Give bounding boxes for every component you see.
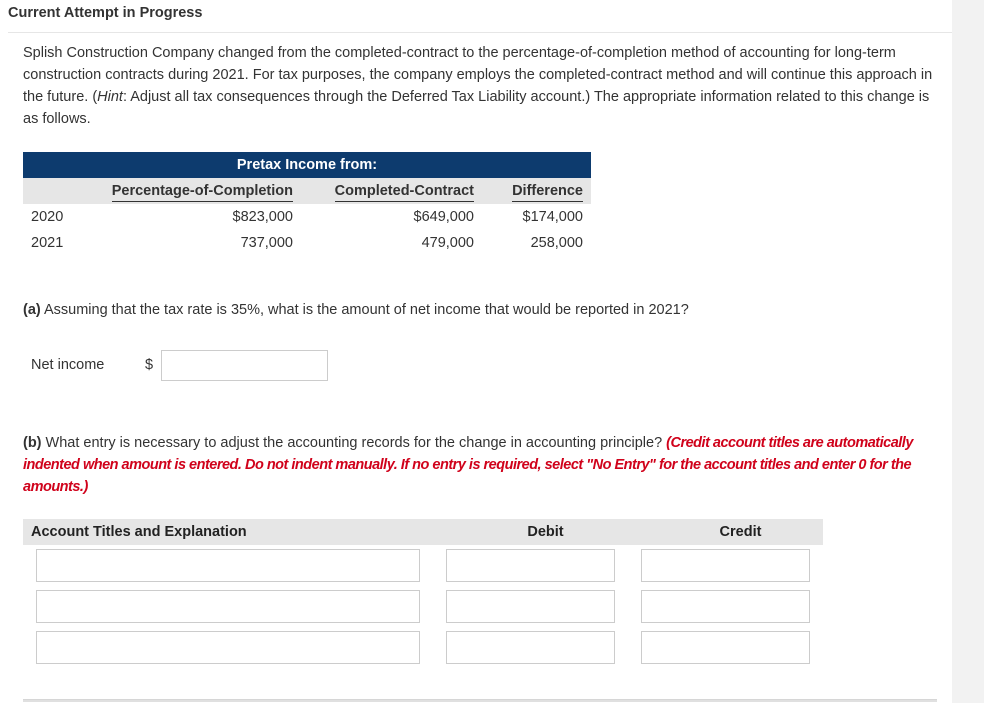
table-title: Pretax Income from:	[23, 152, 591, 178]
row-completed-value: $649,000	[413, 209, 474, 225]
part-b-label: (b)	[23, 435, 42, 451]
credit-input[interactable]	[641, 590, 810, 623]
intro-text-2: : Adjust all tax consequences through the Deferred Tax Liability account.) The appropriate information related to this change is as follows.	[23, 89, 930, 127]
hint-label: Hint	[97, 89, 123, 105]
row-completed-value: 479,000	[421, 235, 474, 251]
row-difference-value: $174,000	[522, 209, 583, 225]
row-year: 2020	[31, 209, 64, 225]
part-b-question	[23, 432, 943, 498]
problem-intro	[23, 42, 938, 130]
credit-input[interactable]	[641, 631, 810, 664]
question-panel	[8, 0, 952, 703]
header-percentage-of-completion: Percentage-of-Completion	[112, 178, 293, 202]
row-difference-value: 258,000	[530, 235, 583, 251]
table-row	[23, 204, 591, 230]
header-completed-contract: Completed-Contract	[335, 178, 474, 202]
header-divider	[8, 32, 952, 33]
account-title-input[interactable]	[36, 549, 420, 582]
debit-input[interactable]	[446, 549, 615, 582]
attempt-status-title: Current Attempt in Progress	[8, 5, 203, 21]
currency-symbol: $	[145, 357, 154, 373]
intro-text-1: Splish Construction Company changed from the completed-contract to the percentage-of-completion method of accounting for long-term construction contracts during 2021. For tax purposes, the company employs the completed-contract method and will continue this approach in the future. (	[23, 45, 933, 105]
debit-header: Debit	[527, 524, 564, 540]
account-title-input[interactable]	[36, 590, 420, 623]
row-percentage-value: $823,000	[232, 209, 293, 225]
pretax-income-table	[23, 152, 591, 256]
part-b-instruction: (Credit account titles are automatically indented when amount is entered. Do not indent manually. If no entry is required, select "No Entry" for the account titles and enter 0 for the amounts.)	[23, 435, 913, 495]
table-row	[23, 230, 591, 256]
part-a-label: (a)	[23, 302, 41, 318]
account-titles-header: Account Titles and Explanation	[31, 524, 247, 540]
debit-input[interactable]	[446, 631, 615, 664]
part-a-question	[23, 302, 689, 318]
net-income-input[interactable]	[161, 350, 328, 381]
header-difference: Difference	[512, 178, 583, 202]
net-income-label: Net income	[31, 357, 105, 373]
scrollbar-track[interactable]	[952, 0, 984, 703]
row-percentage-value: 737,000	[240, 235, 293, 251]
part-b-text: What entry is necessary to adjust the accounting records for the change in accounting principle?	[41, 435, 667, 451]
row-year: 2021	[31, 235, 64, 251]
debit-input[interactable]	[446, 590, 615, 623]
credit-header: Credit	[719, 524, 762, 540]
table-header-row	[23, 178, 591, 204]
account-title-input[interactable]	[36, 631, 420, 664]
journal-header	[23, 519, 823, 545]
section-divider	[23, 699, 937, 702]
credit-input[interactable]	[641, 549, 810, 582]
part-a-text: Assuming that the tax rate is 35%, what is the amount of net income that would be reported in 2021?	[40, 302, 689, 318]
